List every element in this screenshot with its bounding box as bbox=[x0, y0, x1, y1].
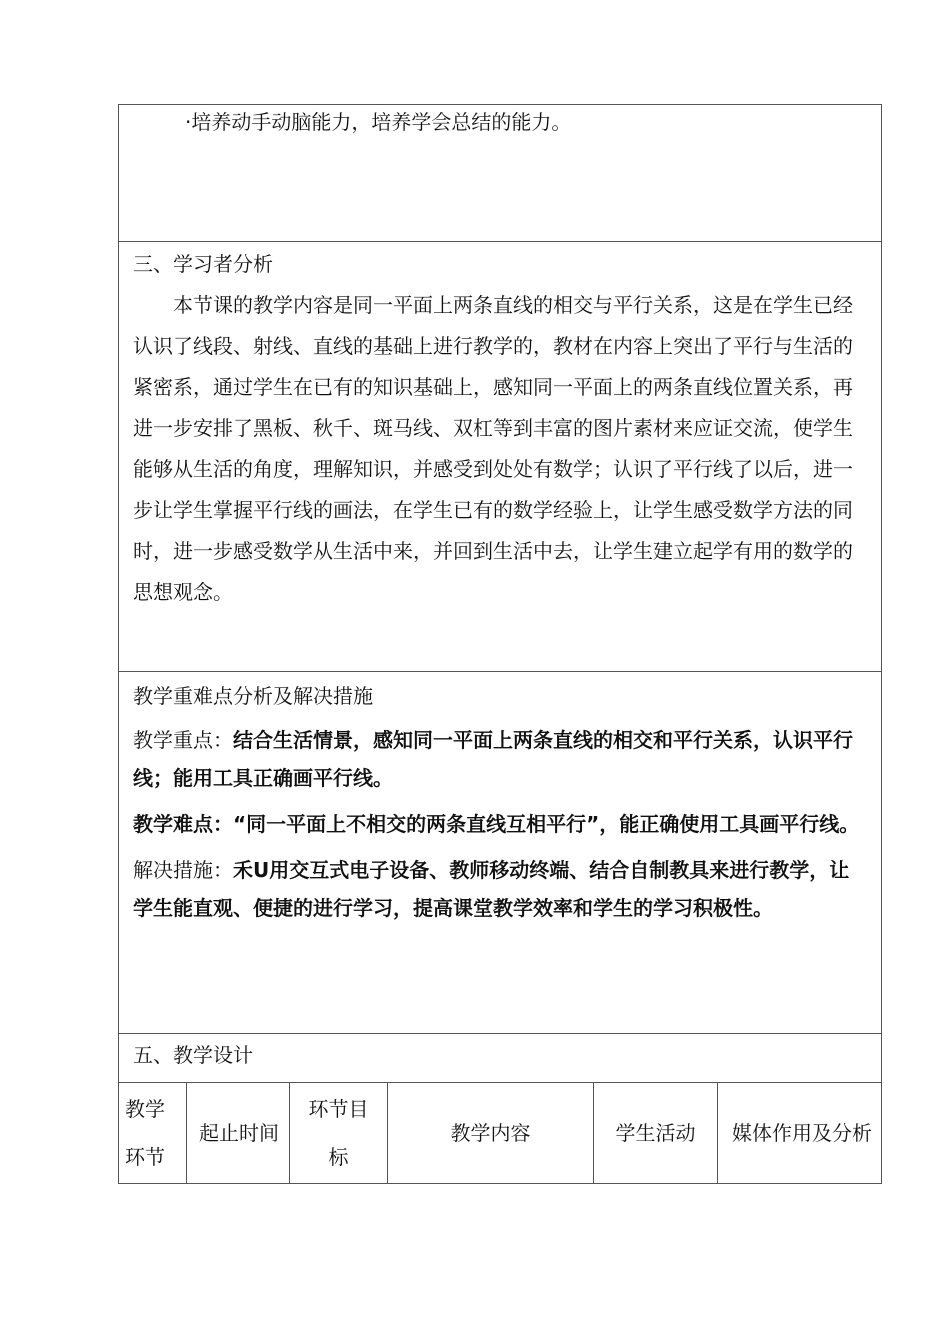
objective-row bbox=[119, 105, 882, 242]
teaching-focus-label: 教学重点： bbox=[133, 728, 233, 752]
key-points-heading: 教学重难点分析及解决措施 bbox=[133, 684, 373, 708]
column-header-goal: 环节目标 bbox=[290, 1083, 388, 1184]
design-heading-row bbox=[119, 1034, 882, 1083]
teaching-difficulty-label: 教学难点： bbox=[133, 812, 233, 836]
teaching-focus bbox=[133, 721, 867, 797]
objective-line: ·培养动手动脑能力，培养学会总结的能力。 bbox=[185, 110, 572, 134]
column-header-content: 教学内容 bbox=[388, 1083, 594, 1184]
learner-analysis-cell bbox=[119, 242, 882, 672]
column-header-stage: 教学环节 bbox=[119, 1083, 187, 1184]
teaching-focus-text: 结合生活情景，感知同一平面上两条直线的相交和平行关系，认识平行线；能用工具正确画平行线。 bbox=[133, 728, 853, 790]
lesson-plan-table bbox=[118, 104, 882, 1184]
design-header-row bbox=[119, 1083, 882, 1184]
teaching-difficulty bbox=[133, 805, 867, 843]
column-header-time: 起止时间 bbox=[187, 1083, 290, 1184]
solution-measures-label: 解决措施： bbox=[133, 858, 233, 882]
design-heading-cell bbox=[119, 1034, 882, 1083]
learner-analysis-body: 本节课的教学内容是同一平面上两条直线的相交与平行关系，这是在学生已经认识了线段、射线、直线的基础上进行教学的，教材在内容上突出了平行与生活的紧密系，通过学生在已有的知识基础上，感知同一平面上的两条直线位置关系，再进一步安排了黑板、秋千、斑马线、双杠等到丰富的图片素材来应证交流，使学生能够从生活的角度，理解知识，并感受到处处有数学；认识了平行线了以后，进一步让学生掌握平行线的画法，在学生已有的数学经验上，让学生感受数学方法的同时，进一步感受数学从生活中来，并回到生活中去，让学生建立起学有用的数学的思想观念。 bbox=[133, 293, 853, 604]
key-points-cell bbox=[119, 672, 882, 1034]
learner-analysis-heading: 三、学习者分析 bbox=[133, 252, 273, 276]
objective-cell bbox=[119, 105, 882, 242]
key-points-row bbox=[119, 672, 882, 1034]
learner-analysis-row bbox=[119, 242, 882, 672]
solution-measures-text: 禾U用交互式电子设备、教师移动终端、结合自制教具来进行教学，让学生能直观、便捷的进行学习，提高课堂教学效率和学生的学习积极性。 bbox=[133, 858, 850, 920]
design-heading: 五、教学设计 bbox=[133, 1043, 253, 1067]
column-header-activity: 学生活动 bbox=[594, 1083, 718, 1184]
teaching-difficulty-text: “同一平面上不相交的两条直线互相平行”，能正确使用工具画平行线。 bbox=[233, 812, 860, 836]
solution-measures bbox=[133, 851, 867, 927]
column-header-media: 媒体作用及分析 bbox=[718, 1083, 882, 1184]
